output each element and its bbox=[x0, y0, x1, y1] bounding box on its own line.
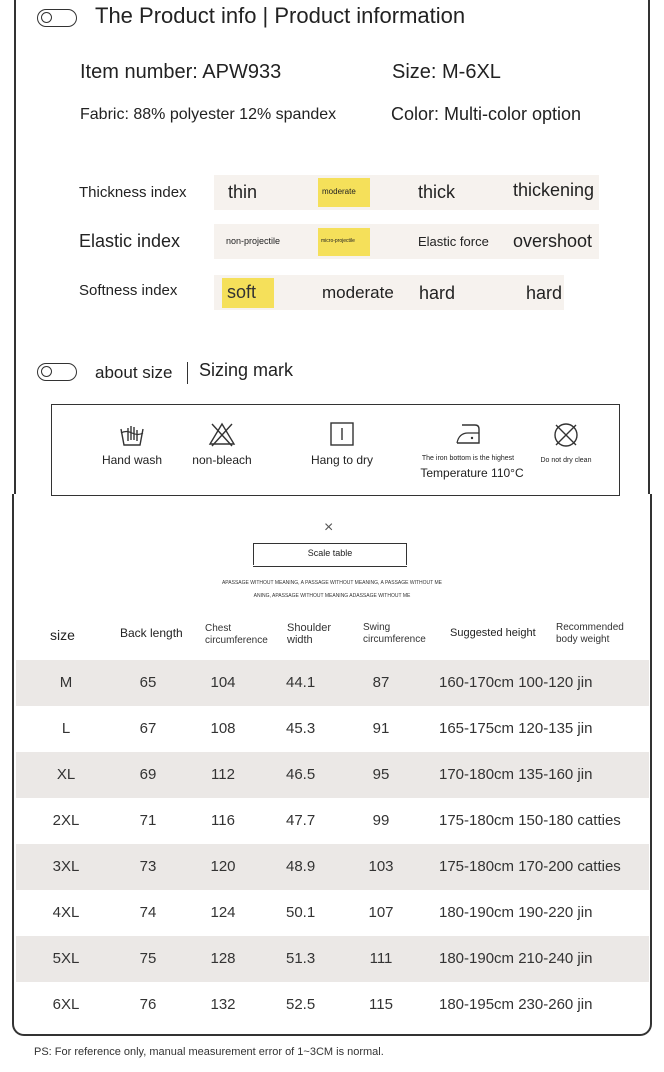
table-cell: L bbox=[61, 720, 71, 737]
table-cell: XL bbox=[56, 766, 76, 783]
header-height: Suggested height bbox=[450, 627, 536, 639]
size-range: Size: M-6XL bbox=[392, 61, 501, 83]
table-cell: 51.3 bbox=[286, 950, 316, 967]
table-cell: 6XL bbox=[52, 996, 80, 1013]
softness-option: soft bbox=[227, 282, 257, 302]
table-row bbox=[16, 798, 649, 844]
care-item-hand-wash bbox=[92, 423, 172, 467]
non-bleach-icon bbox=[208, 421, 236, 447]
header-weight: Recommended body weight bbox=[556, 622, 624, 645]
table-cell: 107 bbox=[368, 904, 394, 921]
table-cell: 73 bbox=[139, 858, 157, 875]
elastic-index-label: Elastic index bbox=[79, 231, 181, 251]
table-cell: 65 bbox=[139, 674, 157, 691]
thickness-option: thin bbox=[228, 182, 258, 202]
header-shoulder: Shoulder width bbox=[287, 622, 332, 646]
care-item-iron bbox=[408, 421, 528, 480]
about-size-heading: about size bbox=[95, 363, 173, 382]
table-cell: 124 bbox=[210, 904, 236, 921]
care-item-non-bleach bbox=[182, 421, 262, 467]
filler-text-line: ANING, APASSAGE WITHOUT MEANING ADASSAGE WITHOUT ME bbox=[253, 593, 411, 599]
care-sublabel: Temperature 110°C bbox=[420, 466, 524, 480]
heading-divider bbox=[187, 362, 188, 384]
table-cell: 75 bbox=[139, 950, 157, 967]
sizing-mark-heading: Sizing mark bbox=[199, 360, 294, 380]
thickness-option: moderate bbox=[322, 187, 356, 196]
care-item-no-dry-clean bbox=[528, 421, 604, 464]
table-cell: 52.5 bbox=[286, 996, 316, 1013]
table-row bbox=[16, 752, 649, 798]
table-cell: 99 bbox=[372, 812, 390, 829]
table-cell: 112 bbox=[211, 766, 235, 783]
table-cell: 3XL bbox=[52, 858, 80, 875]
care-label: Do not dry clean bbox=[540, 457, 592, 464]
table-cell: 69 bbox=[139, 766, 157, 783]
table-cell: 115 bbox=[369, 996, 393, 1013]
table-cell: 76 bbox=[139, 996, 157, 1013]
header-size: size bbox=[50, 627, 75, 643]
thickness-option: thick bbox=[418, 182, 456, 202]
header-chest: Chest circumference bbox=[205, 623, 268, 646]
table-cell: 103 bbox=[368, 858, 394, 875]
header-back-length: Back length bbox=[120, 626, 183, 640]
table-cell: 50.1 bbox=[286, 904, 316, 921]
table-cell: 111 bbox=[369, 950, 393, 967]
thickness-option: thickening bbox=[513, 180, 595, 200]
table-cell: 95 bbox=[372, 766, 390, 783]
table-cell: 180-190cm 210-240 jin bbox=[439, 950, 593, 967]
softness-option: hard bbox=[526, 283, 563, 303]
care-instructions-box bbox=[51, 404, 620, 496]
product-info-heading: The Product info | Product information bbox=[95, 3, 466, 28]
table-cell: 175-180cm 170-200 catties bbox=[439, 858, 621, 875]
table-cell: 175-180cm 150-180 catties bbox=[439, 812, 621, 829]
table-cell: 108 bbox=[210, 720, 236, 737]
care-label: The iron bottom is the highest bbox=[421, 455, 515, 462]
table-cell: 91 bbox=[372, 720, 390, 737]
filler-text-line: APASSAGE WITHOUT MEANING, A PASSAGE WITHOUT MEANING, A PASSAGE WITHOUT ME bbox=[221, 580, 443, 586]
table-row bbox=[16, 982, 649, 1028]
care-label: Hand wash bbox=[101, 453, 163, 467]
table-cell: 160-170cm 100-120 jin bbox=[439, 674, 593, 691]
table-row bbox=[16, 706, 649, 752]
table-cell: 48.9 bbox=[286, 858, 316, 875]
toggle-pill-icon bbox=[37, 9, 77, 27]
toggle-pill-icon bbox=[37, 363, 77, 381]
care-item-hang-dry bbox=[302, 421, 382, 467]
table-cell: 46.5 bbox=[286, 766, 316, 783]
table-row bbox=[16, 844, 649, 890]
hand-wash-icon bbox=[119, 423, 145, 447]
table-cell: 47.7 bbox=[286, 812, 316, 829]
fabric: Fabric: 88% polyester 12% spandex bbox=[80, 106, 337, 123]
care-label: non-bleach bbox=[192, 453, 252, 467]
table-row bbox=[16, 890, 649, 936]
table-cell: 170-180cm 135-160 jin bbox=[439, 766, 593, 783]
table-cell: 120 bbox=[210, 858, 236, 875]
thickness-index-label: Thickness index bbox=[79, 184, 187, 201]
table-cell: 104 bbox=[210, 674, 236, 691]
table-row bbox=[16, 936, 649, 982]
header-swing: Swing circumference bbox=[363, 622, 426, 645]
table-cell: 87 bbox=[372, 674, 390, 691]
table-cell: 180-195cm 230-260 jin bbox=[439, 996, 593, 1013]
elastic-option: overshoot bbox=[513, 231, 593, 251]
item-number: Item number: APW933 bbox=[80, 61, 282, 83]
iron-icon bbox=[454, 421, 482, 447]
table-cell: 5XL bbox=[52, 950, 80, 967]
no-dry-clean-icon bbox=[552, 421, 580, 449]
table-cell: 2XL bbox=[52, 812, 80, 829]
scale-table-label: Scale table bbox=[307, 548, 353, 558]
elastic-option: Elastic force bbox=[418, 234, 489, 249]
table-cell: 180-190cm 190-220 jin bbox=[439, 904, 593, 921]
elastic-option: non-projectile bbox=[226, 236, 281, 246]
softness-option: moderate bbox=[322, 283, 394, 302]
table-cell: 165-175cm 120-135 jin bbox=[439, 720, 593, 737]
color: Color: Multi-color option bbox=[391, 104, 582, 124]
footnote: PS: For reference only, manual measurement error of 1~3CM is normal. bbox=[34, 1046, 384, 1058]
table-cell: M bbox=[59, 674, 73, 691]
softness-option: hard bbox=[419, 283, 456, 303]
table-cell: 4XL bbox=[52, 904, 80, 921]
elastic-option: micro-projectile bbox=[321, 238, 355, 244]
care-label: Hang to dry bbox=[310, 453, 374, 467]
table-cell: 67 bbox=[139, 720, 157, 737]
table-cell: 74 bbox=[139, 904, 157, 921]
close-icon[interactable]: × bbox=[324, 519, 334, 536]
table-cell: 44.1 bbox=[286, 674, 316, 691]
hang-dry-icon bbox=[329, 421, 355, 447]
softness-index-label: Softness index bbox=[79, 282, 178, 299]
table-cell: 132 bbox=[210, 996, 236, 1013]
table-cell: 45.3 bbox=[286, 720, 316, 737]
table-cell: 71 bbox=[139, 812, 157, 829]
table-row bbox=[16, 660, 649, 706]
table-cell: 128 bbox=[210, 950, 236, 967]
table-cell: 116 bbox=[211, 812, 235, 829]
